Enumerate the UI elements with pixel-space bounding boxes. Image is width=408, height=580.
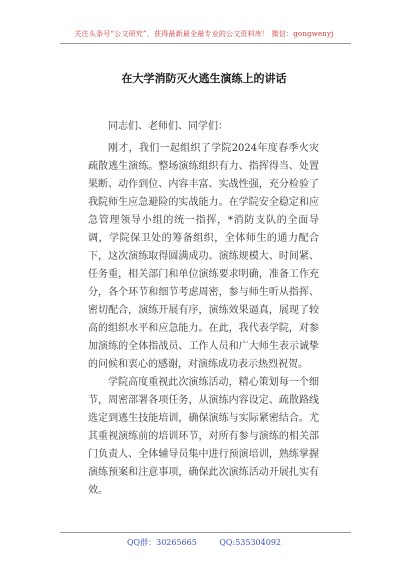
footer-qq-number: QQ:535304092 (219, 538, 281, 547)
footer-qq-group: QQ群：30265665 (126, 538, 197, 547)
paragraph: 学院高度重视此次演练活动，精心策划每一个细节，周密部署各项任务，从演练内容设定、疏散路线选定到逃生技能培训，确保演练与实际紧密结合。尤其重视演练前的培训环节，对所有参与演练的相关部门负责人、全体辅导员集中进行预演培训，熟练掌握演练预案和注意事项，确保此次演练活动开展扎实有效。 (88, 377, 319, 496)
footer (0, 537, 408, 548)
document-body (88, 118, 319, 500)
salutation: 同志们、老师们、同学们： (108, 121, 228, 132)
header-divider (60, 43, 351, 44)
document-title: 在大学消防灭火逃生演练上的讲话 (121, 72, 287, 85)
header-banner: 关注头条号“公文研究”，获得最新最全最专业的公文资料库！ 微信：gongwenyj (74, 30, 334, 38)
paragraph: 刚才，我们一起组织了学院2024年度春季火灾疏散逃生演练。整场演练组织有力、指挥得当、处置果断、动作到位、内容丰富、实战性强，充分检验了我院师生应急避险的实战能力。在学院安全稳定和应急管理领导小组的统一指挥，*消防支队的全面导调，学院保卫处的筹备组织，全体师生的通力配合下，这次演练取得圆满成功。演练规模大、时间紧、任务重，相关部门和单位演练要求明确，准备工作充分，各个环节和细节考虑周密，参与师生听从指挥、密切配合，演练开展有序，演练效果逼真，展现了较高的组织水平和应急能力。在此，我代表学院，对参加演练的全体指战员、工作人员和广大师生表示诚挚的问候和衷心的感谢，对演练成功表示热烈祝贺。 (88, 143, 319, 370)
footer-divider (60, 532, 351, 533)
